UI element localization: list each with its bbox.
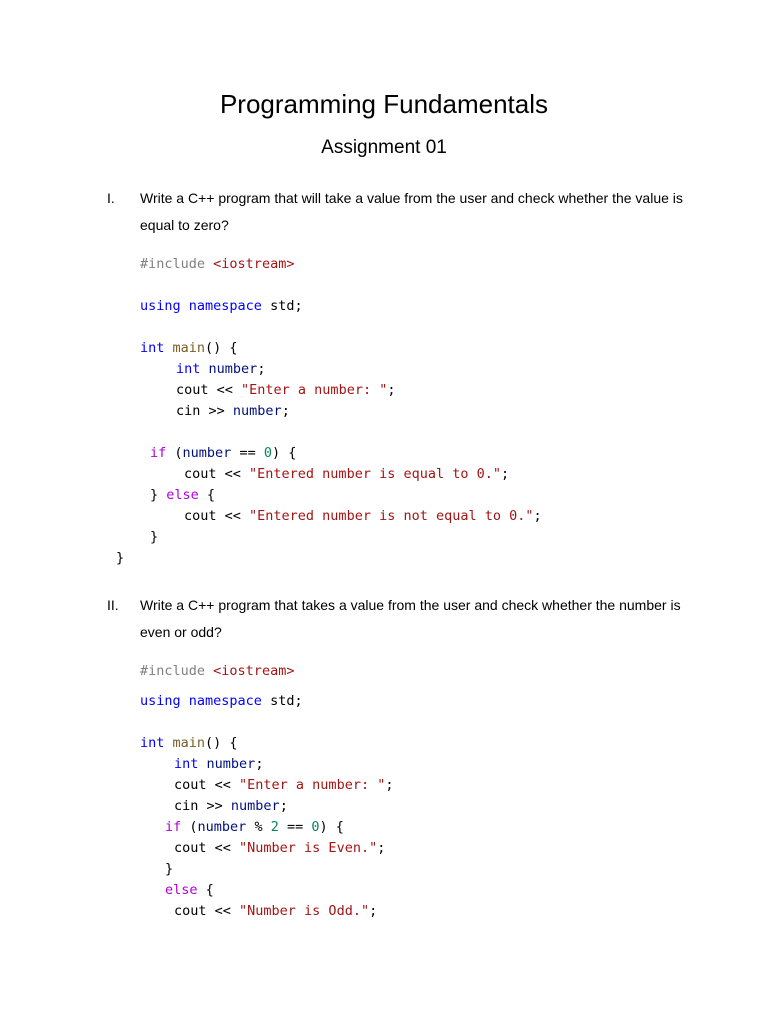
- question-text: Write a C++ program that takes a value from the user and check whether the number is even or odd?: [140, 597, 681, 640]
- code-token: () {: [205, 735, 238, 751]
- code-token: ;: [369, 903, 378, 919]
- code-token: cin >>: [174, 798, 231, 814]
- code-token: ;: [385, 777, 394, 793]
- code-line: [140, 339, 238, 357]
- code-token: ;: [257, 361, 266, 377]
- code-token: std;: [261, 298, 303, 314]
- code-line: [174, 755, 263, 773]
- code-line: [176, 402, 290, 420]
- code-token: }: [150, 487, 167, 503]
- code-token: number: [182, 445, 232, 461]
- code-token: else: [166, 487, 199, 503]
- code-token: }: [116, 550, 125, 566]
- code-line: [150, 528, 158, 546]
- code-token: cout <<: [176, 382, 242, 398]
- code-token: ==: [278, 819, 312, 835]
- code-token: <iostream>: [213, 256, 295, 272]
- code-token: int: [176, 361, 201, 377]
- code-line: [165, 860, 173, 878]
- code-token: using: [140, 298, 181, 314]
- code-line: [165, 881, 214, 899]
- code-line: [140, 255, 294, 273]
- code-token: 2: [270, 819, 279, 835]
- code-token: int: [174, 756, 199, 772]
- code-line: [174, 839, 385, 857]
- code-token: ) {: [271, 445, 297, 461]
- code-token: ;: [533, 508, 542, 524]
- code-line: [174, 797, 288, 815]
- code-token: main: [172, 735, 206, 751]
- code-line: [165, 818, 344, 836]
- code-token: {: [197, 882, 214, 898]
- code-line: [184, 465, 509, 483]
- code-token: <iostream>: [213, 663, 295, 679]
- code-token: #include: [140, 256, 206, 272]
- code-token: ;: [255, 756, 264, 772]
- code-token: #include: [140, 663, 206, 679]
- code-token: ;: [377, 840, 386, 856]
- code-line: [150, 444, 296, 462]
- code-token: %: [246, 819, 271, 835]
- code-token: (: [181, 819, 198, 835]
- code-token: namespace: [188, 298, 262, 314]
- code-token: ;: [281, 403, 290, 419]
- code-line: [176, 360, 265, 378]
- code-token: ;: [279, 798, 288, 814]
- code-line: [176, 381, 395, 399]
- code-token: std;: [261, 693, 303, 709]
- code-token: "Entered number is equal to 0.": [249, 466, 501, 482]
- code-token: 0: [311, 819, 320, 835]
- code-token: "Number is Odd.": [239, 903, 370, 919]
- code-line: [174, 902, 377, 920]
- page-subtitle: Assignment 01: [321, 137, 447, 158]
- code-token: main: [172, 340, 206, 356]
- code-token: "Enter a number: ": [241, 382, 388, 398]
- code-token: 0: [263, 445, 272, 461]
- code-line: [140, 692, 303, 710]
- code-token: cin >>: [176, 403, 233, 419]
- code-token: else: [165, 882, 198, 898]
- code-token: cout <<: [184, 466, 250, 482]
- code-token: ;: [501, 466, 510, 482]
- code-line: [140, 297, 303, 315]
- code-token: () {: [205, 340, 238, 356]
- code-token: if: [165, 819, 182, 835]
- code-token: ==: [231, 445, 264, 461]
- code-token: number: [208, 361, 258, 377]
- code-token: }: [150, 529, 159, 545]
- code-token: {: [198, 487, 216, 503]
- page-title: Programming Fundamentals: [219, 89, 549, 119]
- code-token: int: [140, 340, 165, 356]
- code-token: int: [140, 735, 165, 751]
- question-text: Write a C++ program that will take a value from the user and check whether the value is equal to zero?: [140, 190, 683, 233]
- code-line: [184, 507, 542, 525]
- code-token: number: [206, 756, 256, 772]
- code-token: using: [140, 693, 181, 709]
- code-token: cout <<: [174, 840, 240, 856]
- code-token: number: [232, 403, 282, 419]
- code-token: "Number is Even.": [239, 840, 378, 856]
- code-token: cout <<: [184, 508, 250, 524]
- code-token: number: [230, 798, 280, 814]
- code-token: ) {: [319, 819, 344, 835]
- code-token: (: [166, 445, 183, 461]
- code-token: namespace: [188, 693, 262, 709]
- code-token: cout <<: [174, 777, 240, 793]
- code-line: [140, 662, 294, 680]
- question-number: II.: [107, 597, 119, 613]
- code-token: }: [165, 861, 174, 877]
- code-token: "Entered number is not equal to 0.": [249, 508, 534, 524]
- code-token: "Enter a number: ": [239, 777, 386, 793]
- code-line: [140, 734, 238, 752]
- code-line: [150, 486, 215, 504]
- question-number: I.: [107, 190, 115, 206]
- code-token: if: [150, 445, 167, 461]
- code-token: ;: [387, 382, 396, 398]
- code-line: [174, 776, 393, 794]
- code-token: number: [197, 819, 247, 835]
- code-token: cout <<: [174, 903, 240, 919]
- code-line: [116, 549, 124, 567]
